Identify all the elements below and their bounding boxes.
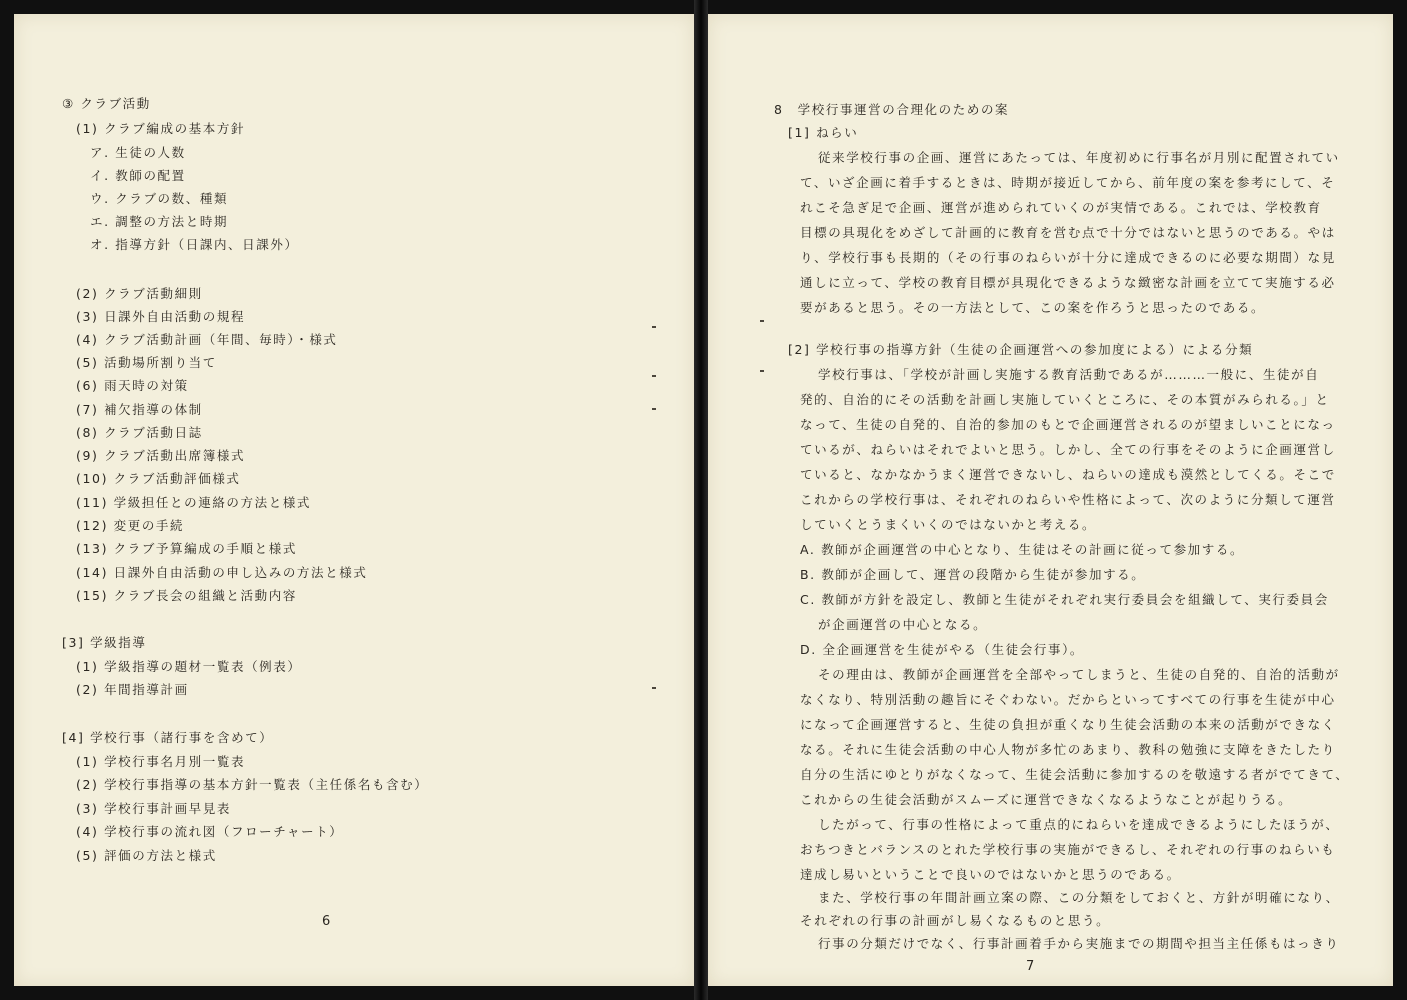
club-item: ウ. クラブの数、種類 (90, 191, 229, 206)
event-item: (4) 学校行事の流れ図（フローチャート） (76, 824, 344, 839)
club-item: (12) 変更の手続 (76, 518, 185, 533)
club-item: (3) 日課外自由活動の規程 (76, 309, 246, 324)
club-item: (1) クラブ編成の基本方針 (76, 121, 246, 136)
paragraph-line: 学校行事は、「学校が計画し実施する教育活動であるが………一般に、生徒が自 (818, 367, 1320, 382)
paragraph-line: これからの生徒会活動がスムーズに運営できなくなるようなことが起りうる。 (800, 792, 1293, 807)
paragraph-line: その理由は、教師が企画運営を全部やってしまうと、生徒の自発的、自治的活動が (818, 667, 1340, 682)
list-item: C. 教師が方針を設定し、教師と生徒がそれぞれ実行委員会を組織して、実行委員会 (800, 592, 1329, 607)
subheading-aim: [1] ねらい (788, 125, 859, 140)
paragraph-line: れこそ急ぎ足で企画、運営が進められていくのが実情である。これでは、学校教育 (800, 200, 1322, 215)
paragraph-line: これからの学校行事は、それぞれのねらいや性格によって、次のように分類して運営 (800, 492, 1336, 507)
event-item: (3) 学校行事計画早見表 (76, 801, 231, 816)
club-item: (8) クラブ活動日誌 (76, 425, 203, 440)
paragraph-line: 要があると思う。その一方法として、この案を作ろうと思ったのである。 (800, 300, 1266, 315)
paragraph-line: 達成し易いということで良いのではないかと思うのである。 (800, 867, 1181, 882)
punch-mark (760, 320, 764, 322)
club-item: (11) 学級担任との連絡の方法と様式 (76, 495, 312, 510)
club-item: (5) 活動場所割り当て (76, 355, 217, 370)
club-item: オ. 指導方針（日課内、日課外） (90, 237, 299, 252)
club-item: ア. 生徒の人数 (90, 145, 186, 160)
paragraph-line: なくなり、特別活動の趣旨にそぐわない。だからといってすべての行事を生徒が中心 (800, 692, 1336, 707)
punch-mark (652, 326, 656, 328)
paragraph-line: していくとうまくいくのではないかと考える。 (800, 517, 1097, 532)
list-item: が企画運営の中心となる。 (818, 617, 988, 632)
punch-mark (652, 408, 656, 410)
section-heading-club: ③ クラブ活動 (62, 96, 151, 111)
punch-mark (760, 370, 764, 372)
section-title: 8 学校行事運営の合理化のための案 (774, 102, 1010, 117)
paragraph-line: なって、生徒の自発的、自治的参加のもとで企画運営されるのが望ましいことになっ (800, 417, 1336, 432)
book-gutter (694, 0, 708, 1000)
club-item: イ. 教師の配置 (90, 168, 186, 183)
paragraph-line: になって企画運営すると、生徒の負担が重くなり生徒会活動の本来の活動ができなく (800, 717, 1336, 732)
club-item: エ. 調整の方法と時期 (90, 214, 229, 229)
subheading-classification: [2] 学校行事の指導方針（生徒の企画運営への参加度による）による分類 (788, 342, 1254, 357)
paragraph-line: なる。それに生徒会活動の中心人物が多忙のあまり、教科の勉強に支障をきたしたり (800, 742, 1336, 757)
list-item: D. 全企画運営を生徒がやる（生徒会行事）。 (800, 642, 1085, 657)
section-heading-class: [3] 学級指導 (62, 635, 147, 650)
event-item: (2) 学校行事指導の基本方針一覧表（主任係名も含む） (76, 777, 429, 792)
paragraph-line: おちつきとバランスのとれた学校行事の実施ができるし、それぞれの行事のねらいも (800, 842, 1336, 857)
club-item: (2) クラブ活動細則 (76, 286, 203, 301)
left-page (14, 14, 694, 986)
right-page (708, 14, 1393, 986)
paragraph-line: て、いざ企画に着手するときは、時期が接近してから、前年度の案を参考にして、そ (800, 175, 1336, 190)
punch-mark (652, 687, 656, 689)
club-item: (4) クラブ活動計画（年間、毎時）・様式 (76, 332, 338, 347)
class-item: (1) 学級指導の題材一覧表（例表） (76, 659, 302, 674)
event-item: (1) 学校行事名月別一覧表 (76, 754, 246, 769)
paragraph-line: したがって、行事の性格によって重点的にねらいを達成できるようにしたほうが、 (818, 817, 1340, 832)
paragraph-line: り、学校行事も長期的（その行事のねらいが十分に達成できるのに必要な期間）な見 (800, 250, 1336, 265)
paragraph-line: ていると、なかなかうまく運営できないし、ねらいの達成も漠然としてくる。そこで (800, 467, 1336, 482)
class-item: (2) 年間指導計画 (76, 682, 189, 697)
club-item: (14) 日課外自由活動の申し込みの方法と様式 (76, 565, 368, 580)
paragraph-line: 自分の生活にゆとりがなくなって、生徒会活動に参加するのを敬遠する者がでてきて、 (800, 767, 1350, 782)
page-number-left: 6 (322, 914, 331, 929)
club-item: (6) 雨天時の対策 (76, 378, 189, 393)
paragraph-line: 行事の分類だけでなく、行事計画着手から実施までの期間や担当主任係もはっきり (818, 936, 1340, 951)
paragraph-line: 従来学校行事の企画、運営にあたっては、年度初めに行事名が月別に配置されてい (818, 150, 1340, 165)
paragraph-line: 発的、自治的にその活動を計画し実施していくところに、その本質がみられる。」と (800, 392, 1330, 407)
page-number-right: 7 (1026, 959, 1035, 974)
club-item: (10) クラブ活動評価様式 (76, 471, 241, 486)
club-item: (13) クラブ予算編成の手順と様式 (76, 541, 297, 556)
punch-mark (652, 375, 656, 377)
paragraph-line: それぞれの行事の計画がし易くなるものと思う。 (800, 913, 1111, 928)
club-item: (15) クラブ長会の組織と活動内容 (76, 588, 297, 603)
event-item: (5) 評価の方法と様式 (76, 848, 217, 863)
club-item: (9) クラブ活動出席簿様式 (76, 448, 246, 463)
paragraph-line: 目標の具現化をめざして計画的に教育を営む点で十分ではないと思うのである。やは (800, 225, 1336, 240)
list-item: B. 教師が企画して、運営の段階から生徒が参加する。 (800, 567, 1146, 582)
club-item: (7) 補欠指導の体制 (76, 402, 203, 417)
paragraph-line: また、学校行事の年間計画立案の際、この分類をしておくと、方針が明確になり、 (818, 890, 1340, 905)
paragraph-line: ているが、ねらいはそれでよいと思う。しかし、全ての行事をそのように企画運営し (800, 442, 1336, 457)
paragraph-line: 通しに立って、学校の教育目標が具現化できるような緻密な計画を立てて実施する必 (800, 275, 1336, 290)
list-item: A. 教師が企画運営の中心となり、生徒はその計画に従って参加する。 (800, 542, 1245, 557)
section-heading-events: [4] 学校行事（諸行事を含めて） (62, 730, 274, 745)
